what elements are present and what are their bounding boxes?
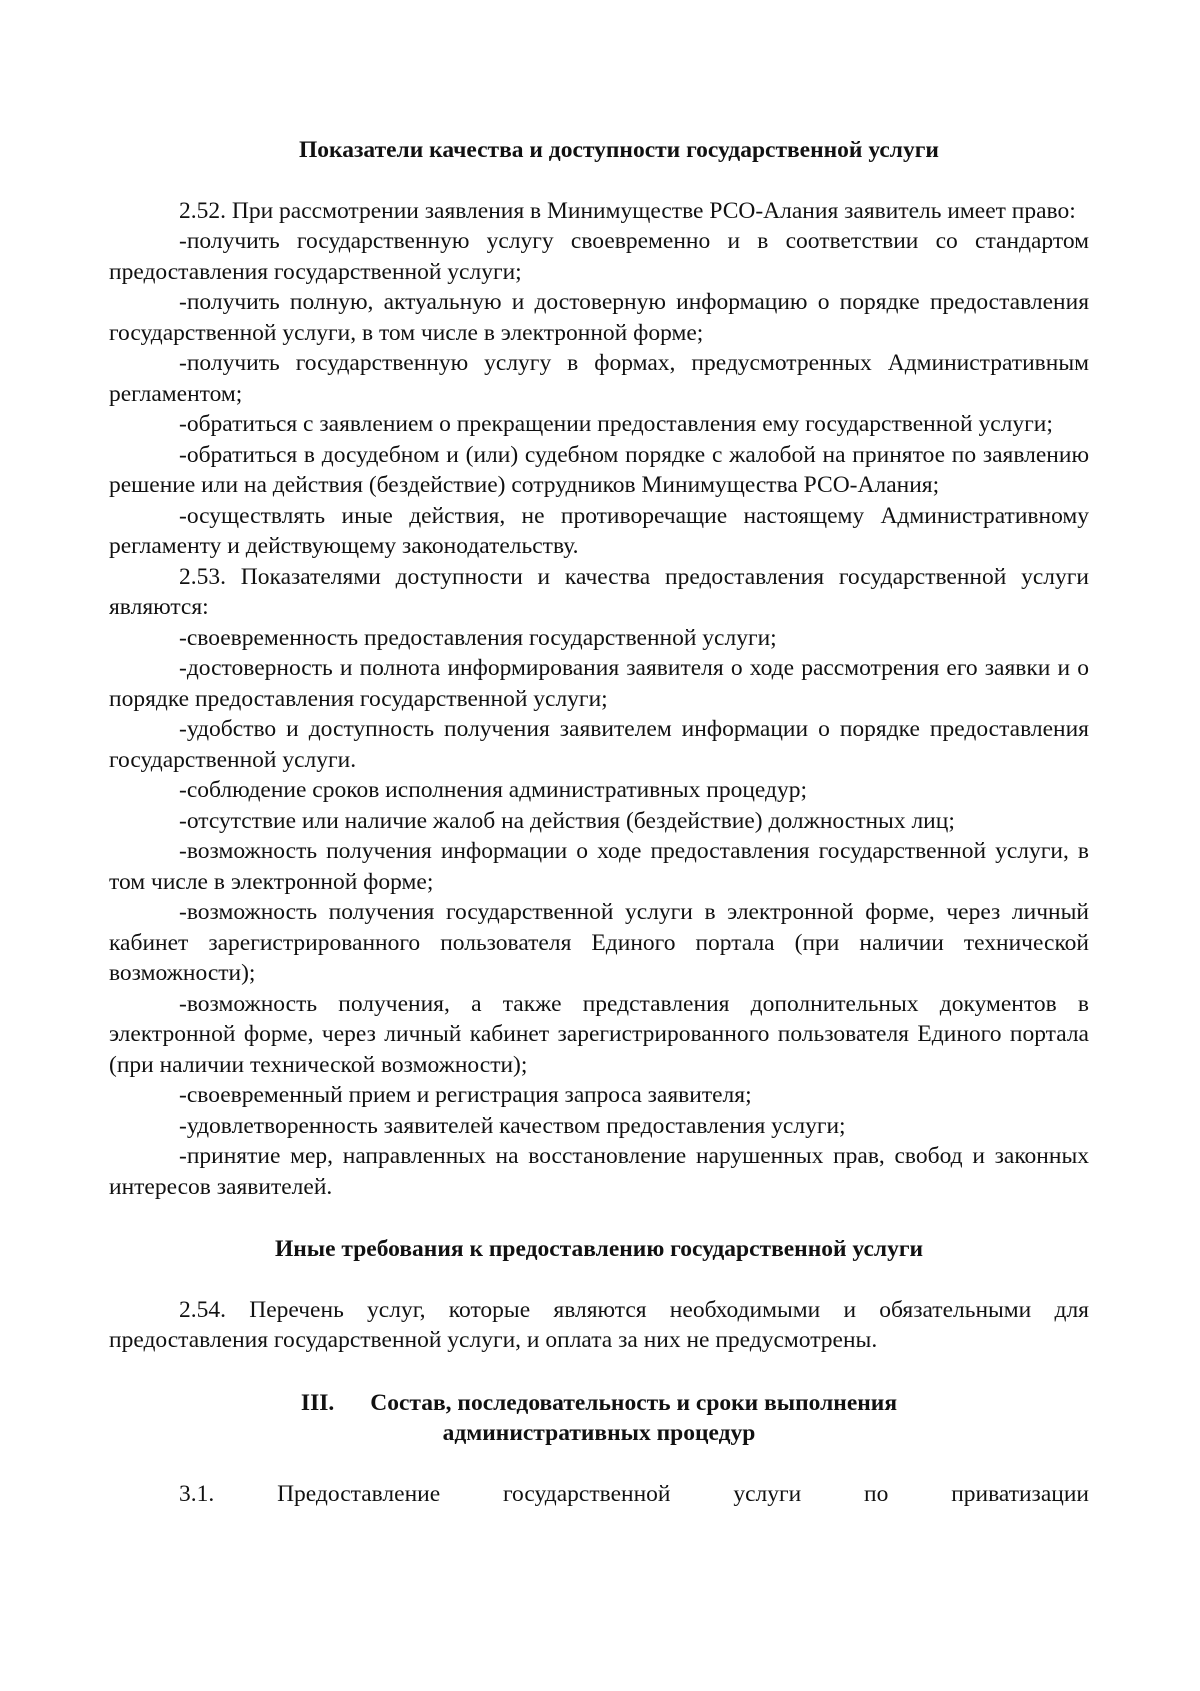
indicator-item: -принятие мер, направленных на восстановление нарушенных прав, свобод и законных интересов заявителей.	[109, 1143, 1089, 1200]
indicator-item: -своевременность предоставления государственной услуги;	[179, 624, 777, 651]
indicator-item: -возможность получения информации о ходе предоставления государственной услуги, в том числе в электронной форме;	[109, 838, 1089, 895]
paragraph-2-52: 2.52. При рассмотрении заявления в Минимуществе РСО-Алания заявитель имеет право:	[179, 197, 1076, 224]
indicator-item: -своевременный прием и регистрация запроса заявителя;	[179, 1082, 752, 1108]
document-body	[109, 135, 1089, 1509]
heading-quality-indicators: Показатели качества и доступности государственной услуги	[299, 137, 939, 163]
rights-item: -обратиться в досудебном и (или) судебном порядке с жалобой на принятое по заявлению решение или на действия (бездействие) сотрудников Минимущества РСО-Алания;	[109, 441, 1089, 498]
paragraph-2-53: 2.53. Показателями доступности и качества предоставления государственной услуги являются:	[109, 563, 1089, 620]
section-number: III.	[300, 1389, 335, 1416]
paragraph-3-1: 3.1. Предоставление государственной услуги по приватизации	[179, 1480, 1089, 1507]
rights-item: -получить полную, актуальную и достоверную информацию о порядке предоставления государственной услуги, в том числе в электронной форме;	[109, 289, 1089, 346]
section-3-heading	[109, 1388, 1089, 1449]
indicator-item: -достоверность и полнота информирования заявителя о ходе рассмотрения его заявки и о порядке предоставления государственной услуги;	[109, 655, 1089, 712]
section-3-heading-line-1	[109, 1388, 1089, 1419]
indicator-item: -возможность получения государственной услуги в электронной форме, через личный кабинет зарегистрированного пользователя Единого портала (при наличии технической возможности);	[109, 899, 1089, 986]
section-title-line-1: Состав, последовательность и сроки выполнения	[370, 1389, 898, 1416]
section-title-line-2: административных процедур	[442, 1420, 756, 1446]
indicator-item: -удовлетворенность заявителей качеством предоставления услуги;	[179, 1112, 846, 1139]
rights-item: -получить государственную услугу в формах, предусмотренных Административным регламентом;	[109, 350, 1089, 407]
rights-item: -получить государственную услугу своевременно и в соответствии со стандартом предоставления государственной услуги;	[109, 228, 1089, 285]
rights-item: -осуществлять иные действия, не противоречащие настоящему Административному регламенту и действующему законодательству.	[109, 502, 1089, 559]
indicator-item: -возможность получения, а также представления дополнительных документов в электронной форме, через личный кабинет зарегистрированного пользователя Единого портала (при наличии технической возможности);	[109, 990, 1089, 1078]
heading-other-requirements: Иные требования к предоставлению государственной услуги	[274, 1236, 924, 1262]
paragraph-2-54: 2.54. Перечень услуг, которые являются необходимыми и обязательными для предоставления государственной услуги, и оплата за них не предусмотрены.	[109, 1296, 1089, 1353]
indicator-item: -соблюдение сроков исполнения административных процедур;	[179, 777, 808, 803]
rights-item: -обратиться с заявлением о прекращении предоставления ему государственной услуги;	[179, 411, 1053, 437]
indicator-item: -отсутствие или наличие жалоб на действия (бездействие) должностных лиц;	[179, 807, 955, 834]
indicator-item: -удобство и доступность получения заявителем информации о порядке предоставления государственной услуги.	[109, 716, 1089, 773]
